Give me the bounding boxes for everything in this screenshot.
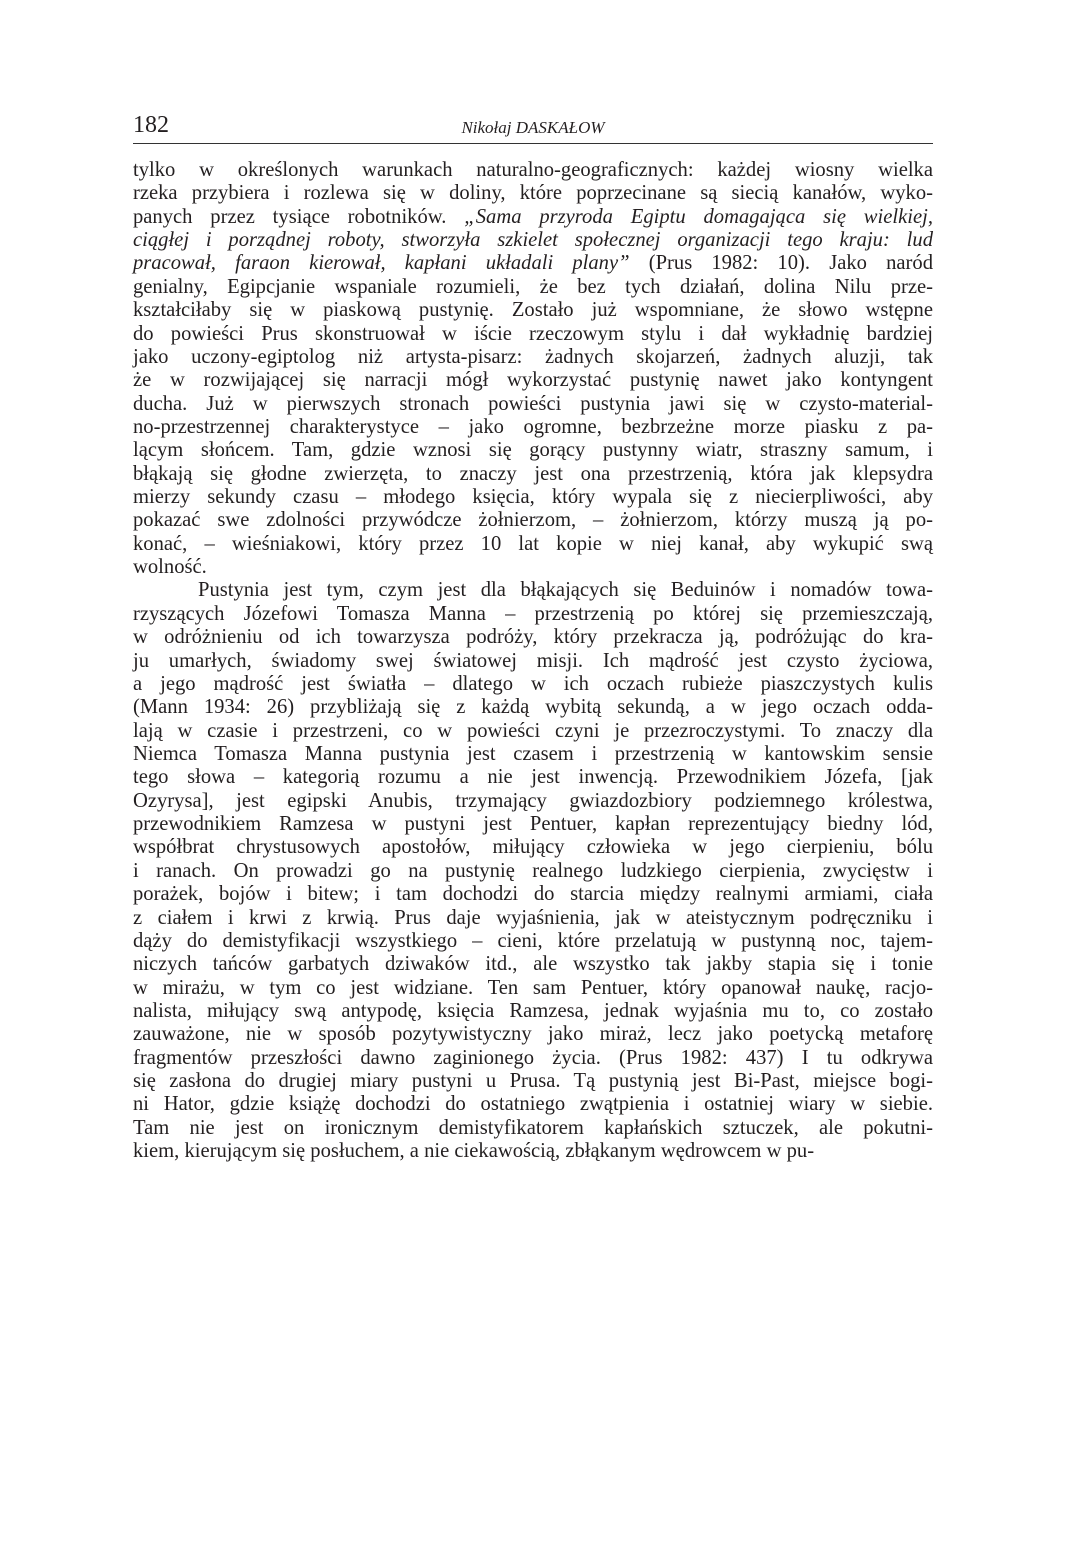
text-line [133, 743, 933, 766]
italic-quote: pracował, faraon kierował, kapłani układali plany” [133, 252, 630, 275]
text-span: wolność. [133, 556, 207, 579]
running-head-author: Nikołaj DASKAŁOW [461, 118, 605, 137]
text-line [133, 229, 933, 252]
text-line [133, 1093, 933, 1116]
text-span: lają w czasie i przestrzeni, co w powieści czyni je przezroczystymi. To znaczy dla [133, 719, 933, 742]
body-text [133, 159, 933, 1163]
text-span: tylko w określonych warunkach naturalno-geograficznych: każdej wiosny wielka [133, 159, 933, 181]
text-span: niczych tańców garbatych dziwaków itd., ale wszystko tak jakby stapia się i tonie [133, 953, 933, 976]
text-line [133, 626, 933, 649]
text-line [133, 907, 933, 930]
text-line [133, 323, 933, 346]
text-line [133, 369, 933, 392]
text-line [133, 206, 933, 229]
text-span: konać, – wieśniakowi, który przez 10 lat kopie w niej kanał, aby wykupić swą [133, 532, 933, 555]
text-span: Tam nie jest on ironicznym demistyfikatorem kapłańskich sztuczek, ale pokutni- [133, 1116, 933, 1139]
text-line [133, 1117, 933, 1140]
text-line [133, 650, 933, 673]
text-line [133, 439, 933, 462]
text-line [133, 883, 933, 906]
text-line [133, 252, 933, 275]
text-line [133, 1047, 933, 1070]
text-span: Niemca Tomasza Manna pustynia jest czasem i przestrzenią w kantowskim sensie [133, 742, 933, 765]
text-line [133, 696, 933, 719]
text-span: z ciałem i krwi z krwią. Prus daje wyjaśnienia, jak w ateistycznym podręczniku i [133, 906, 933, 929]
text-span: ni Hator, gdzie książę dochodzi do ostatniego zwątpienia i ostatniej wiary w siebie. [133, 1093, 933, 1116]
text-span: dąży do demistyfikacji wszystkiego – cieni, które przelatują w pustynną noc, tajem- [133, 929, 933, 952]
text-line [133, 393, 933, 416]
text-span: kiem, kierującym się posłuchem, a nie ciekawością, zbłąkanym wędrowcem w pu- [133, 1140, 815, 1163]
italic-quote: ciągłej i porządnej roboty, stworzyła szkielet społecznej organizacji tego kraju: lud [133, 229, 933, 252]
paragraph [133, 579, 933, 1163]
text-span: zauważone, nie w sposób pozytywistyczny jako miraż, lecz jako poetycką metaforę [133, 1023, 933, 1046]
text-line [133, 953, 933, 976]
text-span: tego słowa – kategorią rozumu a nie jest inwencją. Przewodnikiem Józefa, [jak [133, 766, 933, 789]
text-span: ducha. Już w pierwszych stronach powieści pustynia jawi się w czysto-material- [133, 392, 933, 415]
text-span: się zasłona do drugiej miary pustyni u Prusa. Tą pustynią jest Bi-Past, miejsce bogi- [133, 1070, 933, 1093]
running-header [133, 110, 933, 144]
text-line [133, 1023, 933, 1046]
text-span: panych przez tysiące robotników. [133, 205, 465, 228]
text-line [133, 1070, 933, 1093]
text-span: (Mann 1934: 26) przybliżają się z każdą wybitą sekundą, a w jego oczach odda- [133, 696, 933, 719]
text-span: no-przestrzennej charakterystyce – jako ogromne, bezbrzeżne morze piasku z pa- [133, 415, 933, 438]
text-span: rzeka przybiera i rozlewa się w doliny, które poprzecinane są siecią kanałów, wyko- [133, 182, 933, 205]
text-span: fragmentów przeszłości dawno zaginionego życia. (Prus 1982: 437) I tu odkrywa [133, 1046, 933, 1069]
text-span: a jego mądrość jest światła – dlatego w ich oczach rubieże piaszczystych kulis [133, 672, 933, 695]
text-line [133, 1140, 933, 1163]
text-span: rzyszących Józefowi Tomasza Manna – przestrzenią po której się przemieszczają, [133, 602, 933, 625]
text-line [133, 673, 933, 696]
text-line [133, 860, 933, 883]
text-span: genialny, Egipcjanie wspaniale rozumieli, że bez tych działań, dolina Nilu prze- [133, 275, 933, 298]
text-span: porażek, bojów i bitew; i tam dochodzi do starcia między realnymi armiami, ciała [133, 883, 933, 906]
text-line [133, 533, 933, 556]
text-line [133, 299, 933, 322]
text-line [133, 766, 933, 789]
text-line [133, 813, 933, 836]
text-line [133, 720, 933, 743]
text-span: w mirażu, w tym co jest widziane. Ten sam Pentuer, który opanował naukę, racjo- [133, 976, 933, 999]
text-line [133, 1000, 933, 1023]
text-line [133, 182, 933, 205]
text-span: lącym słońcem. Tam, gdzie wznosi się gorący pustynny wiatr, straszny samum, i [133, 439, 933, 462]
text-line [133, 159, 933, 182]
text-span: że w rozwijającej się narracji mógł wykorzystać pustynię nawet jako kontyngent [133, 369, 933, 392]
text-span: kształciłaby się w piaskową pustynię. Zostało już wspomniane, że słowo wstępne [133, 299, 933, 322]
text-line [133, 579, 933, 602]
text-span: pokazać swe zdolności przywódcze żołnierzom, – żołnierzom, którzy muszą ją po- [133, 509, 933, 532]
page-number: 182 [133, 112, 169, 138]
text-line [133, 836, 933, 859]
italic-quote: „Sama przyroda Egiptu domagająca się wielkiej, [464, 205, 933, 228]
text-span: ju umarłych, świadomy swej światowej misji. Ich mądrość jest czysto życiowa, [133, 649, 933, 672]
text-line [133, 556, 933, 579]
text-span: do powieści Prus skonstruował w iście rzeczowym stylu i dał wykładnię bardziej [133, 322, 933, 345]
text-line [133, 603, 933, 626]
text-line [133, 977, 933, 1000]
text-span: w odróżnieniu od ich towarzysza podróży, który przekracza ją, podróżując do kra- [133, 626, 933, 649]
text-span: nalista, miłujący swą antypodę, księcia Ramzesa, jednak wyjaśnia mu to, co zostało [133, 999, 933, 1022]
text-line [133, 486, 933, 509]
text-span: (Prus 1982: 10). Jako naród [629, 252, 933, 275]
text-line [133, 276, 933, 299]
text-line [133, 463, 933, 486]
text-span: i ranach. On prowadzi go na pustynię realnego ludzkiego cierpienia, zwycięstw i [133, 859, 933, 882]
text-line [133, 416, 933, 439]
text-span: Pustynia jest tym, czym jest dla błąkających się Beduinów i nomadów towa- [198, 579, 933, 602]
text-span: współbrat chrystusowych apostołów, miłujący człowieka w jego cierpieniu, bólu [133, 836, 933, 859]
text-span: przewodnikiem Ramzesa w pustyni jest Pentuer, kapłan reprezentujący biedny lód, [133, 813, 933, 836]
text-span: mierzy sekundy czasu – młodego księcia, który wypala się z niecierpliwości, aby [133, 486, 933, 509]
text-span: jako uczony-egiptolog niż artysta-pisarz: żadnych skojarzeń, żadnych aluzji, tak [133, 345, 933, 368]
text-line [133, 790, 933, 813]
text-line [133, 509, 933, 532]
text-span: Ozyrysa], jest egipski Anubis, trzymający gwiazdozbiory podziemnego królestwa, [133, 789, 933, 812]
text-line [133, 346, 933, 369]
paragraph [133, 159, 933, 579]
text-line [133, 930, 933, 953]
text-span: błąkają się głodne zwierzęta, to znaczy jest ona przestrzenią, która jak klepsydra [133, 462, 933, 485]
